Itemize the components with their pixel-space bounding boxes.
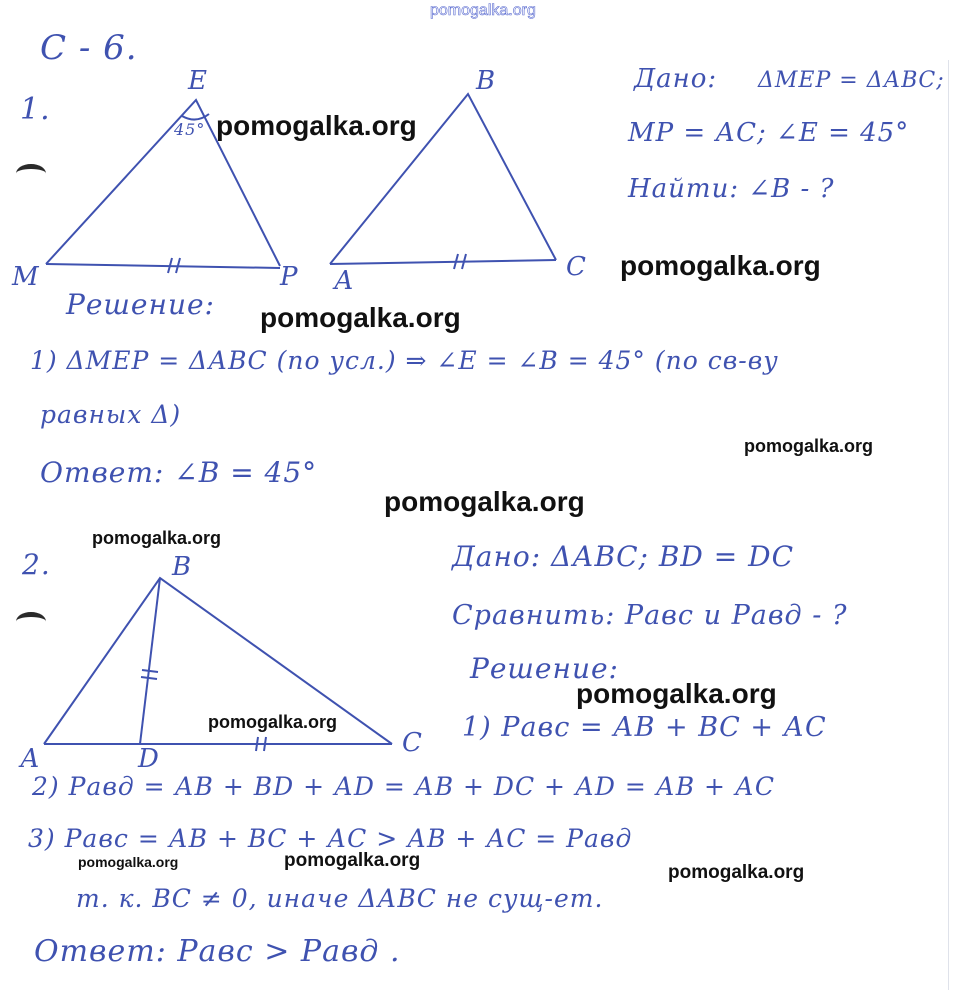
problem1-solution-label: Решение: xyxy=(66,288,215,321)
angle-e-label: 45° xyxy=(174,120,206,139)
tick-mark-ac xyxy=(454,254,466,269)
problem1-given-line1: ΔМЕР = ΔАВС; xyxy=(758,68,945,93)
problem2-compare: Сравнить: Pавс и Pавд - ? xyxy=(452,600,848,631)
angle-e-arc xyxy=(182,114,209,120)
vertex-c2-label: С xyxy=(402,728,423,758)
vertex-e-label: Е xyxy=(188,66,208,96)
watermark-text: pomogalka.org xyxy=(576,678,777,709)
problem2-number: 2. xyxy=(22,548,51,581)
tick-mark-dc xyxy=(256,737,266,751)
site-watermark-top: pomogalka.org xyxy=(430,2,536,19)
problem2-step4: т. к. ВС ≠ 0, иначе ΔАВС не сущ-ет. xyxy=(76,884,604,913)
problem1-step1b: равных Δ) xyxy=(40,400,182,429)
vertex-b2-label: В xyxy=(172,552,193,582)
vertex-b-label: В xyxy=(476,66,497,96)
watermark-text: pomogalka.org xyxy=(78,854,179,870)
tick-mark-mp xyxy=(168,258,180,273)
watermark-text: pomogalka.org xyxy=(284,850,421,871)
vertex-a-label: А xyxy=(334,266,355,296)
vertex-a2-label: А xyxy=(20,744,41,774)
watermark-text: pomogalka.org xyxy=(384,486,585,517)
problem1-step1a: 1) ΔМЕР = ΔАВС (по усл.) ⇒ ∠Е = ∠В = 45° (по св-ву xyxy=(30,346,779,375)
watermark-text: pomogalka.org xyxy=(744,436,874,456)
problem2-answer: Ответ: Pавс > Pавд . xyxy=(34,934,401,969)
vertex-p-label: Р xyxy=(280,262,299,292)
watermark-text: pomogalka.org xyxy=(260,302,461,333)
vertex-c-label: С xyxy=(566,252,587,282)
watermark-text: pomogalka.org xyxy=(668,862,805,883)
problem1-given-line2: МР = АС; ∠Е = 45° xyxy=(628,118,910,148)
triangle-mep-base xyxy=(46,264,280,268)
binder-hole-mark xyxy=(16,164,46,183)
triangle-abc-base xyxy=(330,260,556,264)
watermark-text: pomogalka.org xyxy=(208,712,338,732)
problem2-given: Дано: ΔАВС; ВD = DС xyxy=(452,540,795,573)
vertex-d2-label: D xyxy=(138,744,160,774)
segment-bd xyxy=(140,578,160,744)
page-edge-line xyxy=(948,60,949,990)
problem1-number: 1. xyxy=(20,92,51,127)
problem2-step2: 2) Pавд = АВ + ВD + АD = АВ + DС + АD = АВ + АС xyxy=(32,772,775,801)
vertex-m-label: М xyxy=(12,262,40,292)
watermark-text: pomogalka.org xyxy=(216,110,417,141)
problem2-step1: 1) Pавс = АВ + ВС + АС xyxy=(462,712,827,743)
problem1-find: Найти: ∠В - ? xyxy=(628,174,835,204)
tick-mark-bd xyxy=(141,670,158,679)
problem1-given-label: Дано: xyxy=(634,64,718,94)
watermark-text: pomogalka.org xyxy=(92,528,222,548)
problem2-step3: 3) Pавс = АВ + ВС + АС > АВ + АС = Pавд xyxy=(28,824,633,853)
binder-hole-mark xyxy=(16,612,46,631)
watermark-text: pomogalka.org xyxy=(620,250,821,281)
section-header: С - 6. xyxy=(40,28,138,68)
problem1-answer: Ответ: ∠В = 45° xyxy=(40,456,318,489)
problem2-solution-label: Решение: xyxy=(470,652,619,685)
